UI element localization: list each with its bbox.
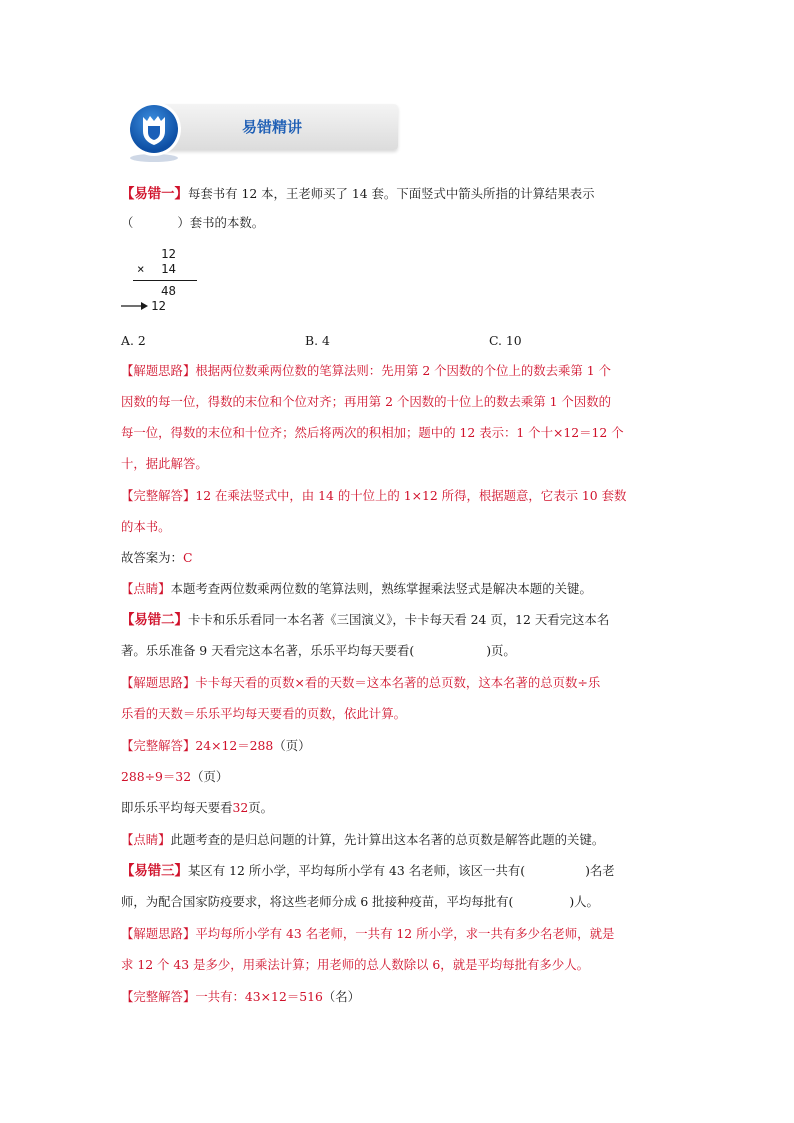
q1-think-1: 【解题思路】根据两位数乘两位数的笔算法则：先用第 2 个因数的个位上的数去乘第 1 个 xyxy=(121,363,611,378)
q1-final: 故答案为：C xyxy=(121,550,193,565)
q3-think-2: 求 12 个 43 是多少，用乘法计算；用老师的总人数除以 6，就是平均每批有多少人。 xyxy=(121,957,589,972)
q2-point: 【点睛】此题考查的是归总问题的计算，先计算出这本名著的总页数是解答此题的关键。 xyxy=(121,832,605,847)
arrow-right-icon xyxy=(121,300,149,312)
q1-tag: 【易错一】 xyxy=(121,186,188,202)
q3-answer-1: 【完整解答】一共有：43×12＝516（名） xyxy=(121,989,361,1004)
section-banner xyxy=(122,100,402,164)
calc-partial-1: 48 xyxy=(161,283,176,298)
q2-answer-2: 288÷9＝32（页） xyxy=(121,769,229,784)
calc-multiplier: 14 xyxy=(161,261,176,276)
section-title: 易错精讲 xyxy=(242,118,303,136)
q1-line-1: 【易错一】每套书有 12 本，王老师买了 14 套。下面竖式中箭头所指的计算结果表示 xyxy=(121,186,595,202)
times-sign: × xyxy=(137,261,145,276)
vertical-multiplication xyxy=(121,246,211,316)
q3-line-2: 师，为配合国家防疫要求，将这些老师分成 6 批接种疫苗，平均每批有( )人。 xyxy=(121,894,599,909)
q2-tag: 【易错二】 xyxy=(121,612,188,628)
q1-options xyxy=(121,331,522,351)
option-a: A. 2 xyxy=(121,333,146,348)
q2-answer-1: 【完整解答】24×12＝288（页） xyxy=(121,738,311,753)
q1-think-3: 每一位，得数的末位和十位齐；然后将两次的积相加；题中的 12 表示：1 个十×12＝12 个 xyxy=(121,425,624,440)
q3-line-1: 【易错三】某区有 12 所小学，平均每所小学有 43 名老师，该区一共有( )名老 xyxy=(121,863,615,879)
q2-think-2: 乐看的天数＝乐乐平均每天要看的页数，依此计算。 xyxy=(121,706,406,721)
calc-partial-2: 12 xyxy=(151,298,166,313)
q2-answer-3: 即乐乐平均每天要看32页。 xyxy=(121,800,274,815)
q1-line-2: （ ）套书的本数。 xyxy=(121,215,265,230)
q1-think-2: 因数的每一位，得数的末位和个位对齐；再用第 2 个因数的十位上的数去乘第 1 个因数的 xyxy=(121,394,611,409)
q2-line-1: 【易错二】卡卡和乐乐看同一本名著《三国演义》，卡卡每天看 24 页，12 天看完这本名 xyxy=(121,612,610,628)
q2-line-2: 著。乐乐准备 9 天看完这本名著，乐乐平均每天要看( )页。 xyxy=(121,643,516,658)
calc-top: 12 xyxy=(161,246,176,261)
q3-think-1: 【解题思路】平均每所小学有 43 名老师，一共有 12 所小学，求一共有多少名老师，就是 xyxy=(121,926,615,941)
q1-answer-1: 【完整解答】12 在乘法竖式中，由 14 的十位上的 1×12 所得，根据题意，它表示 10 套数 xyxy=(121,488,627,503)
q1-think-4: 十，据此解答。 xyxy=(121,456,208,471)
shield-badge-icon xyxy=(122,100,186,164)
q1-point: 【点睛】本题考查两位数乘两位数的笔算法则，熟练掌握乘法竖式是解决本题的关键。 xyxy=(121,581,592,596)
calc-rule xyxy=(133,280,197,281)
q2-think-1: 【解题思路】卡卡每天看的页数×看的天数＝这本名著的总页数，这本名著的总页数÷乐 xyxy=(121,675,601,690)
option-b: B. 4 xyxy=(305,333,330,348)
option-c: C. 10 xyxy=(489,333,522,348)
q1-answer-2: 的本书。 xyxy=(121,519,171,534)
q3-tag: 【易错三】 xyxy=(121,863,188,879)
